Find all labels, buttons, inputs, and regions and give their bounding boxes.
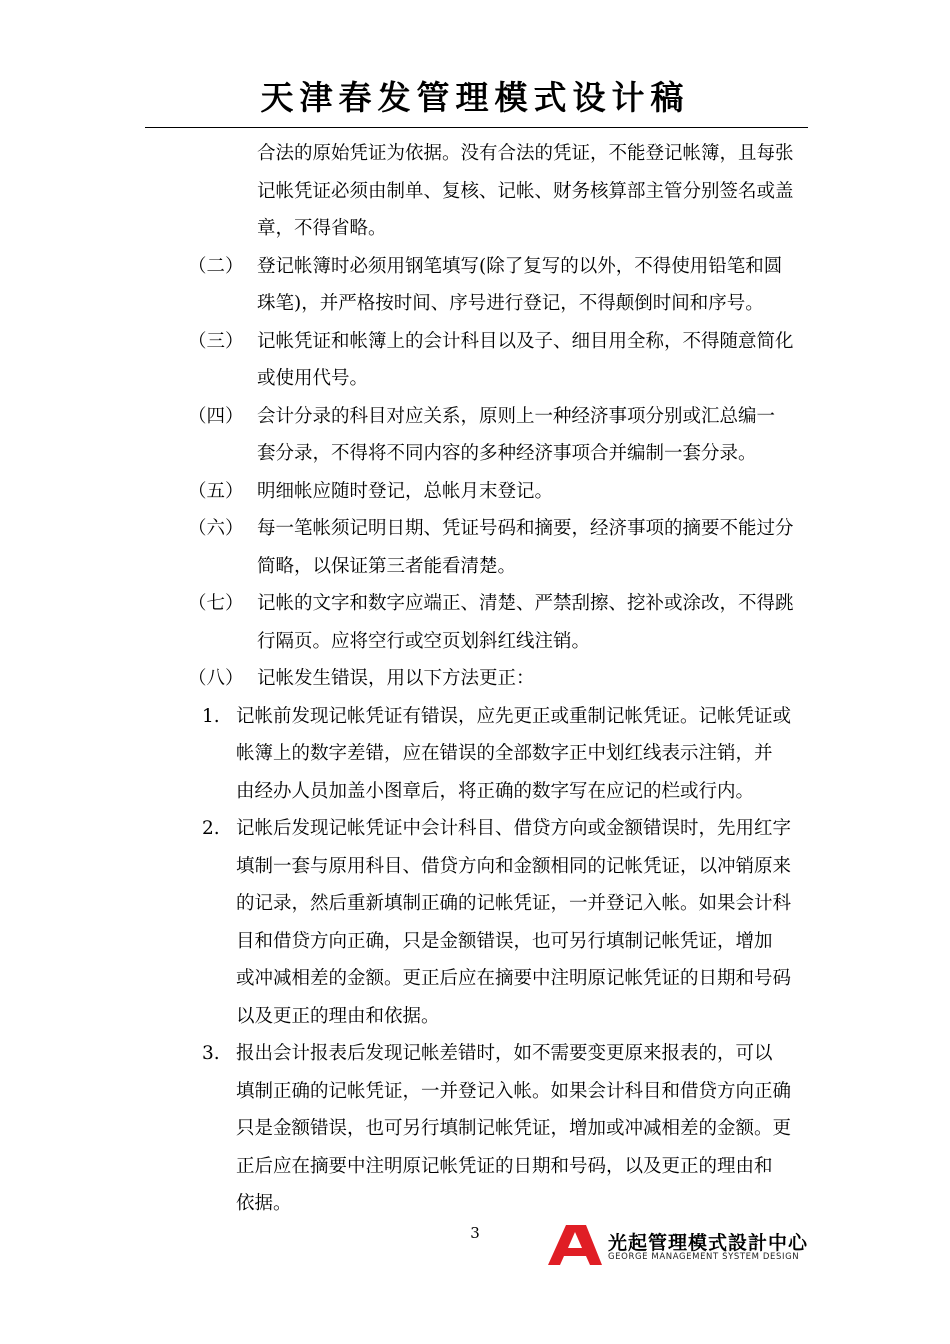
item-line: 会计分录的科目对应关系，原则上一种经济事项分别或汇总编一 (257, 406, 776, 427)
subitem-line: 填制一套与原用科目、借贷方向和金额相同的记帐凭证，以冲销原来 (236, 856, 792, 877)
subitem-line: 由经办人员加盖小图章后，将正确的数字写在应记的栏或行内。 (236, 781, 755, 802)
item-number: （六） (188, 518, 244, 539)
company-logo (546, 1224, 808, 1266)
subitem-line: 目和借贷方向正确，只是金额错误，也可另行填制记帐凭证，增加 (236, 931, 773, 952)
item-line: 登记帐簿时必须用钢笔填写(除了复写的以外，不得使用铅笔和圆 (257, 256, 783, 277)
item-number: （二） (188, 256, 244, 277)
item-line: 明细帐应随时登记，总帐月末登记。 (257, 481, 554, 502)
item-line: 行隔页。应将空行或空页划斜红线注销。 (257, 631, 591, 652)
item-line: 简略，以保证第三者能看清楚。 (257, 556, 517, 577)
subitem-number: 3. (202, 1043, 220, 1064)
subitem-number: 2. (202, 818, 220, 839)
subitem-line: 只是金额错误，也可另行填制记帐凭证，增加或冲减相差的金额。更 (236, 1118, 792, 1139)
item-number: （七） (188, 593, 244, 614)
item-line: 记帐发生错误，用以下方法更正： (257, 668, 535, 689)
logo-english-name: GEORGE MANAGEMENT SYSTEM DESIGN (608, 1252, 800, 1262)
page-number: 3 (470, 1224, 480, 1242)
logo-a-icon (546, 1224, 604, 1266)
logo-chinese-name: 光起管理模式設計中心 (608, 1232, 809, 1254)
subitem-line: 记帐前发现记帐凭证有错误，应先更正或重制记帐凭证。记帐凭证或 (236, 706, 792, 727)
paragraph-line: 记帐凭证必须由制单、复核、记帐、财务核算部主管分别签名或盖 (257, 181, 794, 202)
subitem-line: 或冲减相差的金额。更正后应在摘要中注明原记帐凭证的日期和号码 (236, 968, 792, 989)
header-divider (145, 127, 808, 128)
paragraph-line: 章，不得省略。 (257, 218, 387, 239)
item-number: （四） (188, 406, 244, 427)
paragraph-line: 合法的原始凭证为依据。没有合法的凭证，不能登记帐簿，且每张 (257, 143, 794, 164)
item-line: 记帐凭证和帐簿上的会计科目以及子、细目用全称，不得随意简化 (257, 331, 794, 352)
item-number: （五） (188, 481, 244, 502)
subitem-line: 的记录，然后重新填制正确的记帐凭证，一并登记入帐。如果会计科 (236, 893, 792, 914)
subitem-number: 1. (202, 706, 220, 727)
page-title: 天津春发管理模式设计稿 (260, 78, 690, 117)
subitem-line: 依据。 (236, 1193, 292, 1214)
item-line: 或使用代号。 (257, 368, 369, 389)
subitem-line: 报出会计报表后发现记帐差错时，如不需要变更原来报表的，可以 (236, 1043, 773, 1064)
subitem-line: 填制正确的记帐凭证，一并登记入帐。如果会计科目和借贷方向正确 (236, 1081, 792, 1102)
subitem-line: 正后应在摘要中注明原记帐凭证的日期和号码，以及更正的理由和 (236, 1156, 773, 1177)
item-number: （三） (188, 331, 244, 352)
item-line: 每一笔帐须记明日期、凭证号码和摘要，经济事项的摘要不能过分 (257, 518, 794, 539)
item-line: 记帐的文字和数字应端正、清楚、严禁刮擦、挖补或涂改，不得跳 (257, 593, 794, 614)
subitem-line: 记帐后发现记帐凭证中会计科目、借贷方向或金额错误时，先用红字 (236, 818, 792, 839)
item-line: 套分录，不得将不同内容的多种经济事项合并编制一套分录。 (257, 443, 757, 464)
item-line: 珠笔)，并严格按时间、序号进行登记，不得颠倒时间和序号。 (257, 293, 764, 314)
subitem-line: 以及更正的理由和依据。 (236, 1006, 440, 1027)
subitem-line: 帐簿上的数字差错，应在错误的全部数字正中划红线表示注销，并 (236, 743, 773, 764)
item-number: （八） (188, 668, 244, 689)
